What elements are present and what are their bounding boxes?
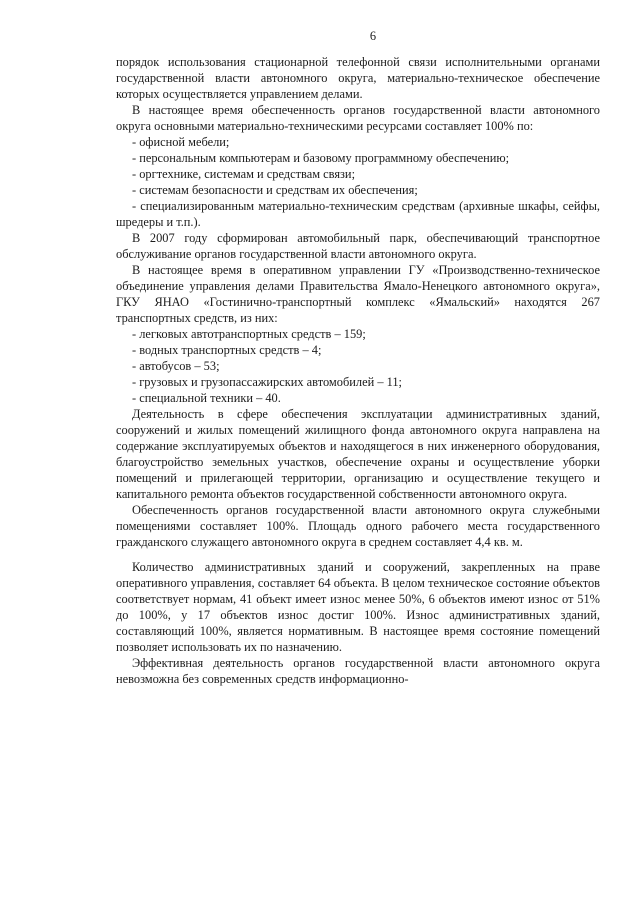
list-item: - системам безопасности и средствам их обеспечения; [132, 183, 418, 197]
list-item: - грузовых и грузопассажирских автомобилей – 11; [132, 375, 402, 389]
list-item: - персональным компьютерам и базовому программному обеспечению; [132, 151, 510, 165]
paragraph-6: Обеспеченность органов государственной власти автономного округа служебными помещениями составляет 100%. Площадь одного рабочего места государственного гражданского служащего автономного округа в среднем составляет 4,4 кв. м. [116, 503, 600, 549]
paragraph-2: В настоящее время обеспеченность органов государственной власти автономного округа основными материально-техническими ресурсами составляет 100% по: [116, 103, 600, 133]
paragraph-7: Количество административных зданий и сооружений, закрепленных на праве оперативного управления, составляет 64 объекта. В целом техническое состояние объектов соответствует нормам, 41 объект имеет износ менее 50%, 6 объектов имеют износ от 51% до 100%, у 17 объектов износ достиг 100%. Износ административных зданий, составляющий 100%, является нормативным. В настоящее время состояние помещений позволяет использовать их по назначению. [116, 560, 600, 654]
document-page [116, 28, 600, 687]
list-item: - водных транспортных средств – 4; [132, 343, 322, 357]
paragraph-1: порядок использования стационарной телефонной связи исполнительными органами государственной власти автономного округа, материально-техническое обеспечение которых осуществляется управлением делами. [116, 55, 600, 101]
paragraph-3: В 2007 году сформирован автомобильный парк, обеспечивающий транспортное обслуживание органов государственной власти автономного округа. [116, 231, 600, 261]
list-item: - офисной мебели; [132, 135, 230, 149]
list-item: - специализированным материально-техническим средствам (архивные шкафы, сейфы, шредеры и т.п.). [116, 199, 600, 229]
list-item: - автобусов – 53; [132, 359, 220, 373]
list-item: - легковых автотранспортных средств – 159; [132, 327, 366, 341]
paragraph-8: Эффективная деятельность органов государственной власти автономного округа невозможна без современных средств информационно- [116, 656, 600, 686]
list-item: - специальной техники – 40. [132, 391, 281, 405]
paragraph-5: Деятельность в сфере обеспечения эксплуатации административных зданий, сооружений и жилых помещений жилищного фонда автономного округа направлена на содержание эксплуатируемых объектов и находящегося в них инженерного оборудования, благоустройство земельных участков, обеспечение охраны и осуществление уборки помещений и прилегающей территории, организацию и осуществление текущего и капитального ремонта объектов государственной собственности автономного округа. [116, 407, 600, 501]
page-number: 6 [369, 29, 377, 43]
paragraph-4: В настоящее время в оперативном управлении ГУ «Производственно-техническое объединение управления делами Правительства Ямало-Ненецкого автономного округа», ГКУ ЯНАО «Гостинично-транспортный комплекс «Ямальский» находятся 267 транспортных средств, из них: [116, 263, 600, 325]
list-item: - оргтехнике, системам и средствам связи; [132, 167, 356, 181]
